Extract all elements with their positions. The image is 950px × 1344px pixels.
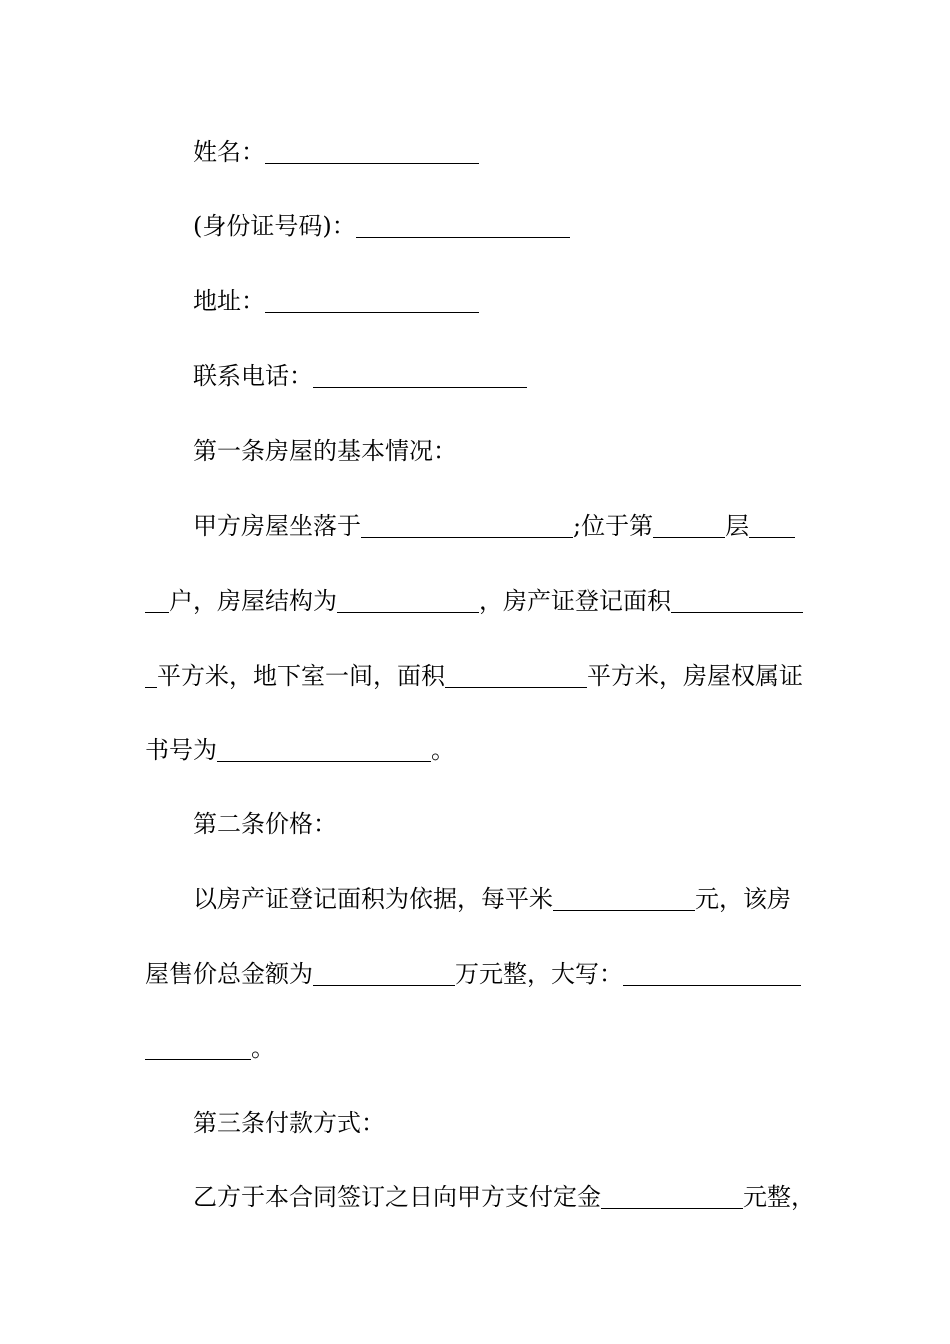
- unit-blank-part-2[interactable]: [145, 588, 169, 613]
- phone-line: [193, 356, 815, 396]
- address-line: [193, 281, 815, 321]
- text-segment: 乙方于本合同签订之日向甲方支付定金: [193, 1183, 601, 1211]
- article-2-para-line-3: [145, 1028, 815, 1068]
- article-2-title-text: 第二条价格：: [193, 810, 337, 838]
- text-segment: 元整，: [743, 1183, 815, 1211]
- structure-blank[interactable]: [337, 588, 479, 613]
- text-segment: 平方米，地下室一间，面积: [157, 662, 445, 690]
- text-segment: 书号为: [145, 736, 217, 764]
- price-per-sqm-blank[interactable]: [553, 886, 695, 911]
- text-segment: 屋售价总金额为: [145, 960, 313, 988]
- deposit-blank[interactable]: [601, 1184, 743, 1209]
- text-segment: 。: [431, 736, 455, 764]
- text-segment: 平方米，房屋权属证: [587, 662, 803, 690]
- text-segment: 甲方房屋坐落于: [193, 512, 361, 540]
- article-1-para-line-2: [145, 581, 815, 621]
- id-label: (身份证号码)：: [193, 212, 356, 240]
- address-blank[interactable]: [265, 288, 479, 313]
- text-segment: 万元整，大写：: [455, 960, 623, 988]
- text-segment: 层: [725, 512, 750, 540]
- id-blank[interactable]: [356, 213, 570, 238]
- amount-in-words-blank-part-2[interactable]: [145, 1035, 251, 1060]
- address-label: 地址：: [193, 287, 265, 315]
- article-1-para-line-3: [145, 656, 815, 696]
- article-1-para-line-4: [145, 730, 815, 770]
- article-1-title: [193, 431, 815, 471]
- article-2-para-line-1: [193, 879, 815, 919]
- amount-in-words-blank-part-1[interactable]: [623, 961, 801, 986]
- text-segment: ，房产证登记面积: [479, 587, 671, 615]
- location-blank[interactable]: [361, 513, 573, 538]
- name-line: [193, 132, 815, 172]
- unit-blank-part-1[interactable]: [749, 513, 795, 538]
- certificate-number-blank[interactable]: [217, 737, 431, 762]
- total-price-blank[interactable]: [313, 961, 455, 986]
- article-1-para-line-1: [193, 506, 815, 546]
- text-segment: 元，该房: [695, 885, 791, 913]
- article-3-title-text: 第三条付款方式：: [193, 1109, 385, 1137]
- text-segment: 。: [251, 1034, 275, 1062]
- text-segment: 户，房屋结构为: [169, 587, 337, 615]
- phone-blank[interactable]: [313, 363, 527, 388]
- id-line: [193, 206, 815, 246]
- basement-area-blank[interactable]: [445, 663, 587, 688]
- article-3-para-line-1: [193, 1177, 815, 1217]
- text-segment: ;位于第: [573, 512, 654, 540]
- floor-blank[interactable]: [653, 513, 725, 538]
- name-blank[interactable]: [265, 139, 479, 164]
- text-segment: 以房产证登记面积为依据，每平米: [193, 885, 553, 913]
- article-1-title-text: 第一条房屋的基本情况：: [193, 437, 457, 465]
- name-label: 姓名：: [193, 138, 265, 166]
- phone-label: 联系电话：: [193, 362, 313, 390]
- article-3-title: [193, 1103, 815, 1143]
- article-2-para-line-2: [145, 954, 815, 994]
- area-blank-part-1[interactable]: [671, 588, 803, 613]
- article-2-title: [193, 804, 815, 844]
- area-blank-part-2[interactable]: [145, 663, 157, 688]
